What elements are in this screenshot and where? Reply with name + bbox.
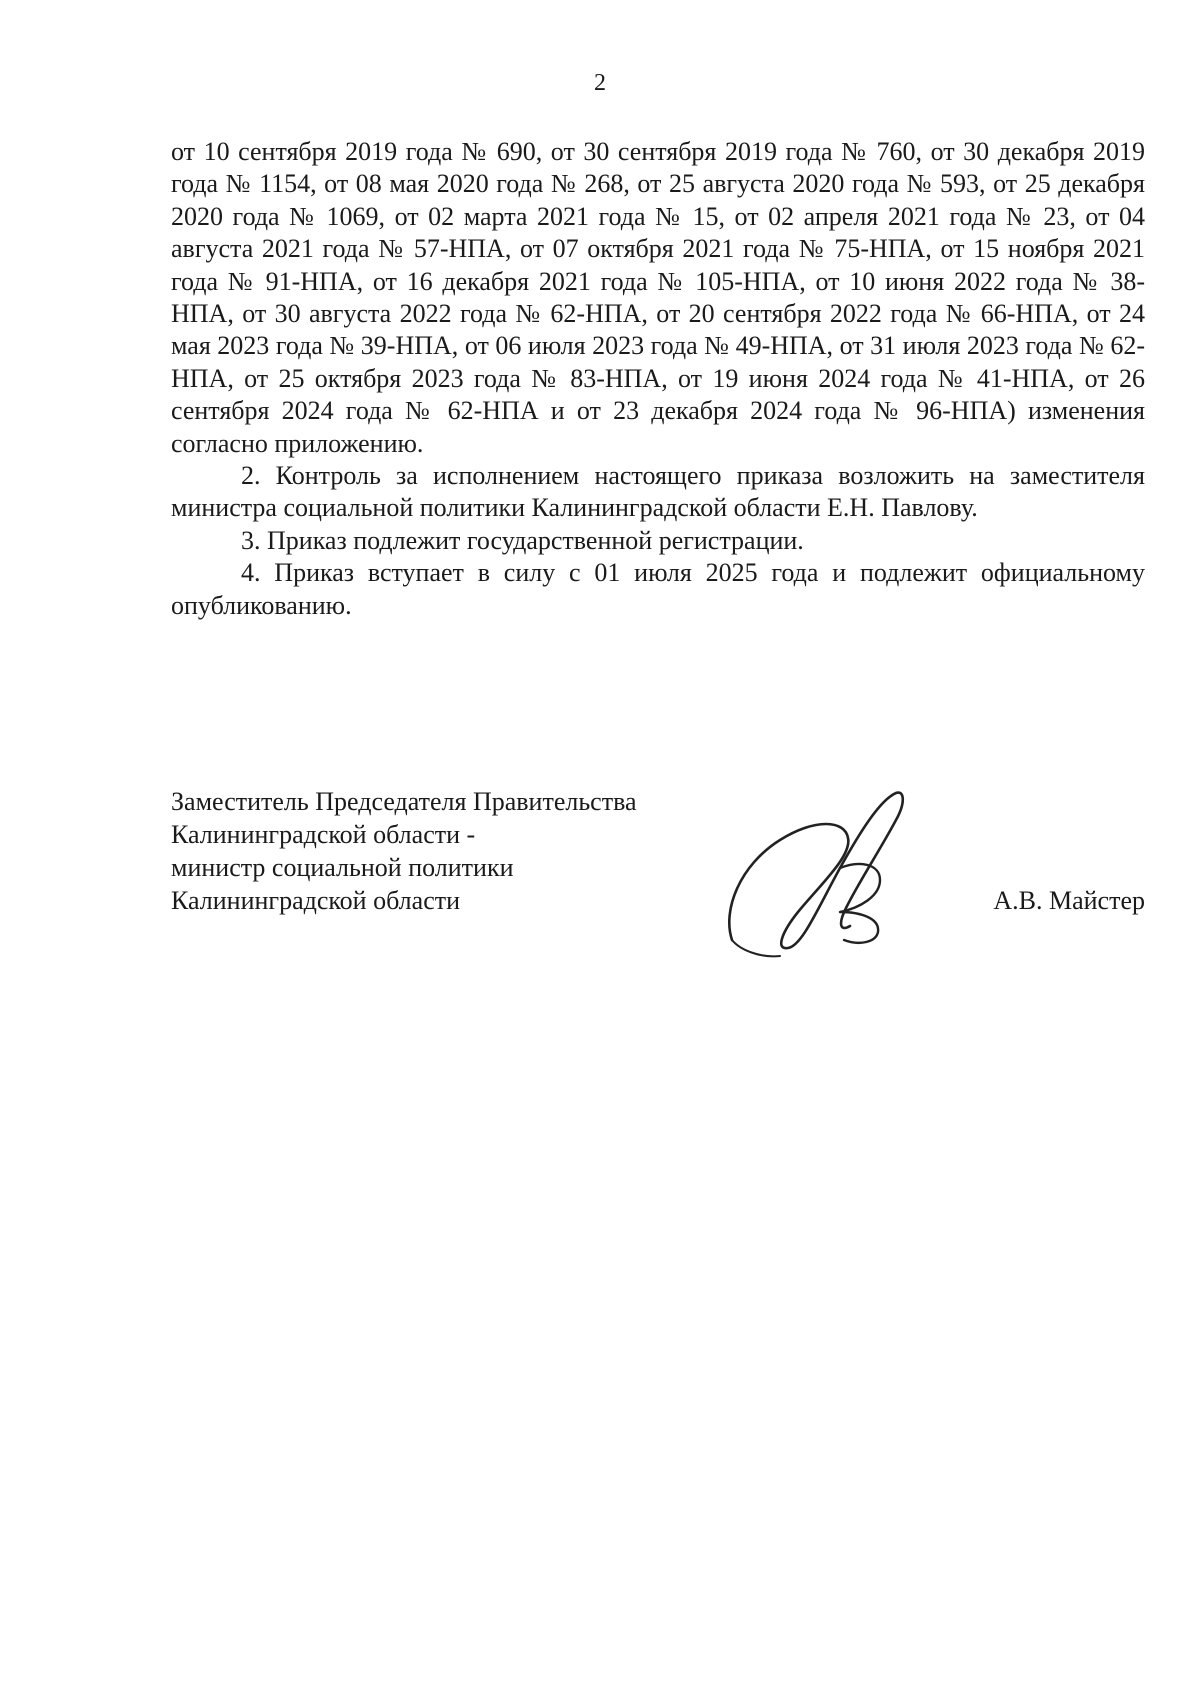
signatory-position — [171, 785, 691, 917]
paragraph-item-3: 3. Приказ подлежит государственной регистрации. — [241, 525, 804, 555]
signatory-position-line: министр социальной политики — [171, 853, 514, 882]
signatory-position-line: Калининградской области - — [171, 820, 476, 849]
handwritten-signature-icon — [720, 790, 910, 965]
signatory-name: А.В. Майстер — [993, 886, 1145, 915]
paragraph-item-4: 4. Приказ вступает в силу с 01 июля 2025 года и подлежит официальному опубликованию. — [171, 558, 1145, 620]
signatory-position-line: Калининградской области — [171, 886, 461, 915]
document-body — [171, 136, 1145, 622]
signatory-position-line: Заместитель Председателя Правительства — [171, 787, 637, 816]
page-number: 2 — [594, 70, 606, 96]
paragraph-amendments-list: от 10 сентября 2019 года № 690, от 30 сентября 2019 года № 760, от 30 декабря 2019 года № 1154, от 08 мая 2020 года № 268, от 25 августа 2020 года № 593, от 25 декабря 2020 года № 1069, от 02 марта 2021 года № 15, от 02 апреля 2021 года № 23, от 04 августа 2021 года № 57-НПА, от 07 октября 2021 года № 75-НПА, от 15 ноября 2021 года № 91-НПА, от 16 декабря 2021 года № 105-НПА, от 10 июня 2022 года № 38-НПА, от 30 августа 2022 года № 62-НПА, от 20 сентября 2022 года № 66-НПА, от 24 мая 2023 года № 39-НПА, от 06 июля 2023 года № 49-НПА, от 31 июля 2023 года № 62-НПА, от 25 октября 2023 года № 83-НПА, от 19 июня 2024 года № 41-НПА, от 26 сентября 2024 года № 62-НПА и от 23 декабря 2024 года № 96-НПА) изменения согласно приложению. — [171, 137, 1145, 458]
paragraph-item-2: 2. Контроль за исполнением настоящего приказа возложить на заместителя министра социальной политики Калининградской области Е.Н. Павлову. — [171, 461, 1145, 523]
